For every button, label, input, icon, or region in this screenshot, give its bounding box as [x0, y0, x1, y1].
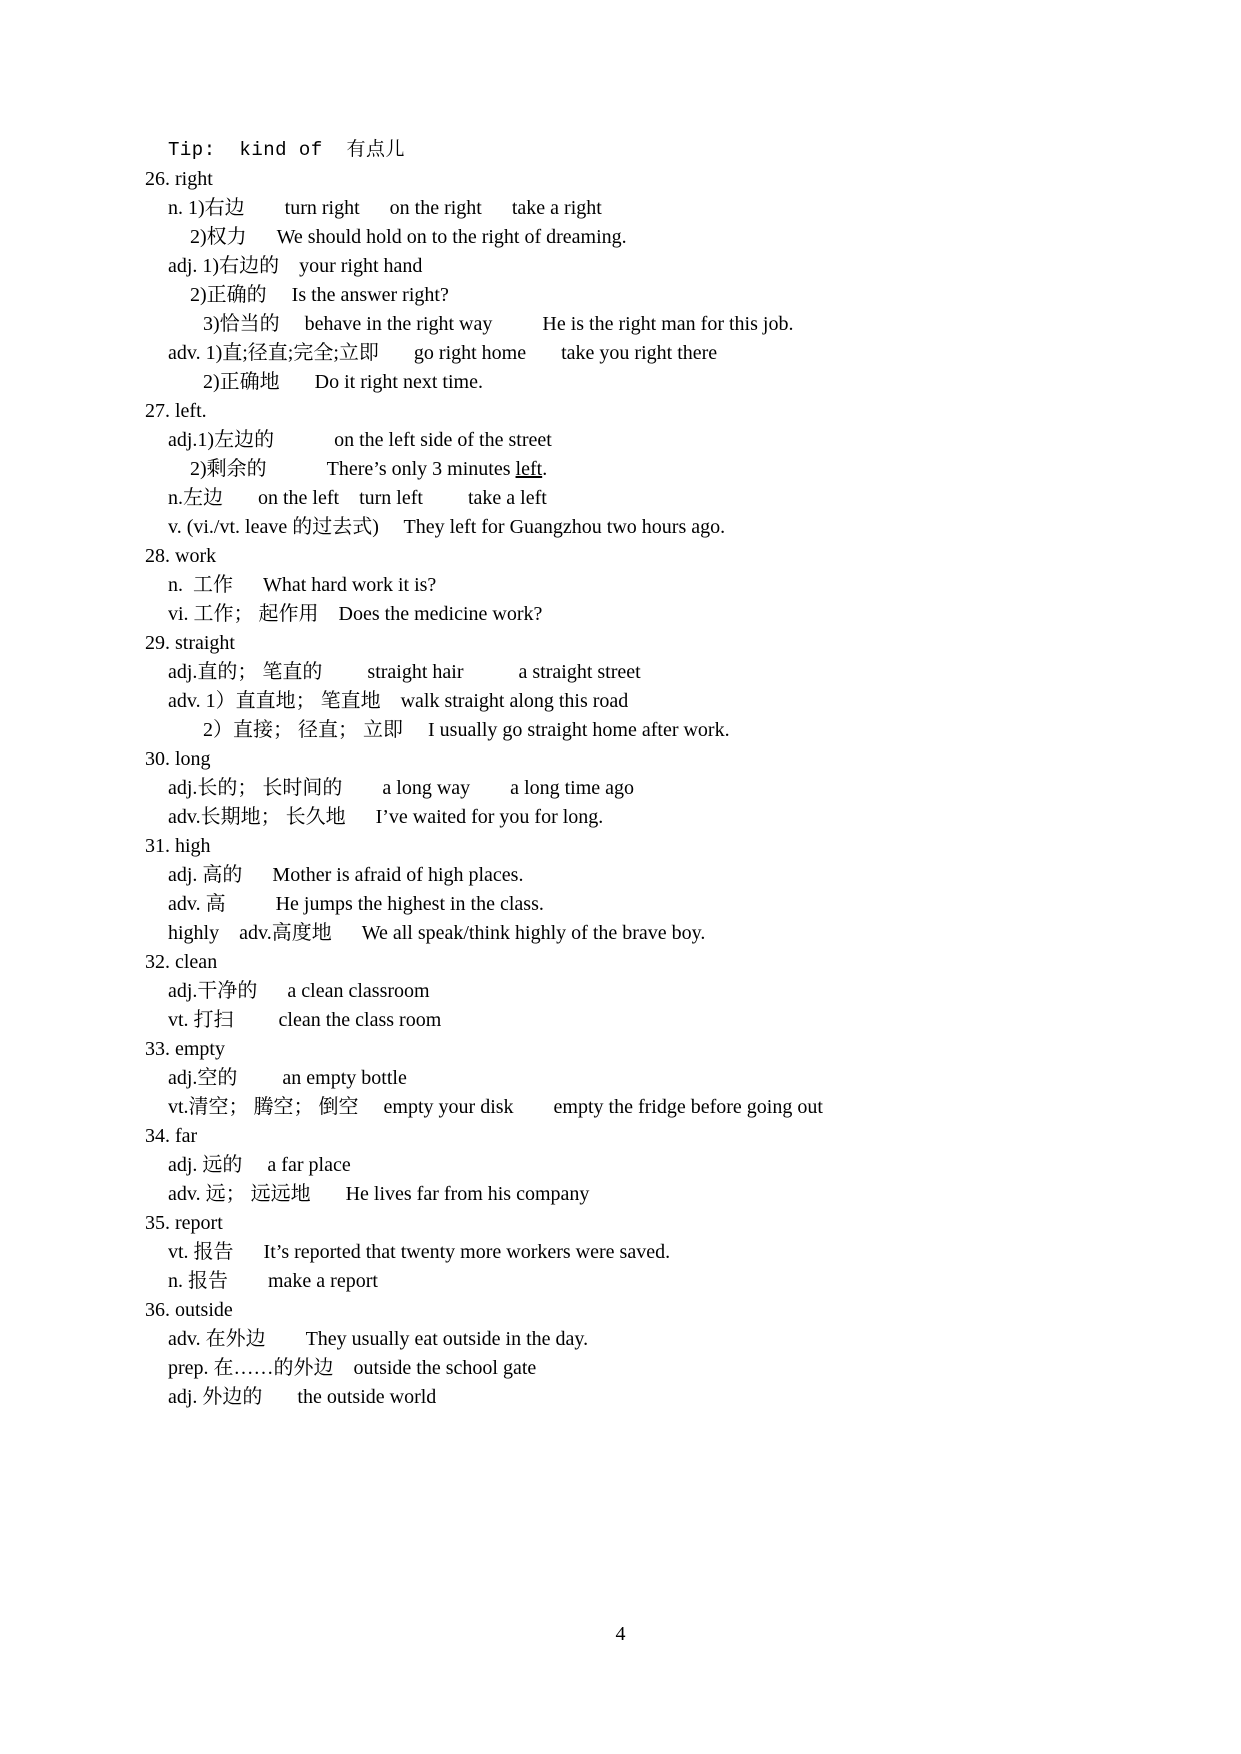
text-segment: 3)恰当的 behave in the right way He is the right man for this job.: [203, 313, 794, 335]
vocab-line: [0, 1006, 1241, 1035]
text-segment: vt. 报告 It’s reported that twenty more workers were saved.: [168, 1241, 671, 1263]
text-segment: 2)剩余的 There’s only 3 minutes: [190, 458, 516, 480]
text-segment: n. 工作 What hard work it is?: [168, 574, 437, 596]
vocab-entry-heading: [0, 629, 1241, 658]
vocab-line: [0, 1383, 1241, 1412]
text-segment: vt.清空； 腾空； 倒空 empty your disk empty the fridge before going out: [168, 1096, 823, 1118]
vocab-line: [0, 310, 1241, 339]
text-segment: .: [542, 458, 548, 480]
text-segment: 36. outside: [145, 1299, 233, 1321]
vocab-line: [0, 803, 1241, 832]
vocab-entry-heading: [0, 542, 1241, 571]
tip-line: [0, 136, 1241, 165]
text-segment: adj. 1)右边的 your right hand: [168, 255, 423, 277]
vocab-line: [0, 890, 1241, 919]
text-segment: vi. 工作； 起作用 Does the medicine work?: [168, 603, 543, 625]
text-segment: adv. 远； 远远地 He lives far from his company: [168, 1183, 590, 1205]
vocab-entry-heading: [0, 948, 1241, 977]
text-segment: vt. 打扫 clean the class room: [168, 1009, 442, 1031]
vocab-line: [0, 1151, 1241, 1180]
vocab-line: [0, 977, 1241, 1006]
vocab-line: [0, 252, 1241, 281]
text-segment: 2)权力 We should hold on to the right of dreaming.: [190, 226, 627, 248]
text-segment: adv. 1)直;径直;完全;立即 go right home take you right there: [168, 342, 718, 364]
vocab-entry-heading: [0, 1122, 1241, 1151]
vocab-line: [0, 1267, 1241, 1296]
text-segment: n. 1)右边 turn right on the right take a right: [168, 197, 602, 219]
text-segment: 32. clean: [145, 951, 218, 973]
text-segment: 2)正确的 Is the answer right?: [190, 284, 449, 306]
text-segment: 27. left.: [145, 400, 207, 422]
vocab-entry-heading: [0, 745, 1241, 774]
vocab-line: [0, 774, 1241, 803]
vocab-line: [0, 1180, 1241, 1209]
vocab-entry-heading: [0, 832, 1241, 861]
vocab-line: [0, 1238, 1241, 1267]
vocab-entry-heading: [0, 397, 1241, 426]
text-segment: prep. 在……的外边 outside the school gate: [168, 1357, 537, 1379]
text-segment: 33. empty: [145, 1038, 225, 1060]
vocab-line: [0, 658, 1241, 687]
page-number: 4: [615, 1623, 626, 1645]
vocab-line: [0, 368, 1241, 397]
vocab-line: [0, 571, 1241, 600]
text-segment: 35. report: [145, 1212, 223, 1234]
vocab-line: [0, 513, 1241, 542]
text-segment: 28. work: [145, 545, 217, 567]
vocab-line: [0, 861, 1241, 890]
text-segment: v. (vi./vt. leave 的过去式) They left for Guangzhou two hours ago.: [168, 516, 726, 538]
vocab-line: [0, 1093, 1241, 1122]
text-segment: 2)正确地 Do it right next time.: [203, 371, 483, 393]
text-segment: adj.直的； 笔直的 straight hair a straight street: [168, 661, 641, 683]
vocab-line: [0, 1064, 1241, 1093]
vocab-entry-heading: [0, 165, 1241, 194]
vocab-line: [0, 426, 1241, 455]
vocab-line: [0, 281, 1241, 310]
vocab-line: [0, 600, 1241, 629]
vocab-line: [0, 339, 1241, 368]
text-segment: adj. 外边的 the outside world: [168, 1386, 437, 1408]
text-segment: adj.干净的 a clean classroom: [168, 980, 430, 1002]
underlined-word: left: [515, 458, 543, 480]
text-segment: adj.1)左边的 on the left side of the street: [168, 429, 552, 451]
vocab-line: [0, 194, 1241, 223]
document-lines: [0, 136, 1241, 1412]
text-segment: adj. 高的 Mother is afraid of high places.: [168, 864, 524, 886]
text-segment: 26. right: [145, 168, 213, 190]
vocab-line: [0, 687, 1241, 716]
vocab-line: [0, 919, 1241, 948]
vocab-line: [0, 484, 1241, 513]
text-segment: adv.长期地； 长久地 I’ve waited for you for long.: [168, 806, 604, 828]
text-segment: 30. long: [145, 748, 211, 770]
vocab-line: [0, 223, 1241, 252]
text-segment: adv. 在外边 They usually eat outside in the day.: [168, 1328, 589, 1350]
vocab-entry-heading: [0, 1209, 1241, 1238]
text-segment: 2）直接； 径直； 立即 I usually go straight home after work.: [203, 719, 730, 741]
vocab-entry-heading: [0, 1035, 1241, 1064]
text-segment: n. 报告 make a report: [168, 1270, 378, 1292]
vocab-line: [0, 455, 1241, 484]
vocab-line: [0, 716, 1241, 745]
text-segment: adv. 高 He jumps the highest in the class.: [168, 893, 544, 915]
text-segment: Tip: kind of 有点儿: [168, 139, 406, 161]
text-segment: 29. straight: [145, 632, 235, 654]
vocab-entry-heading: [0, 1296, 1241, 1325]
text-segment: adj.空的 an empty bottle: [168, 1067, 407, 1089]
vocab-line: [0, 1325, 1241, 1354]
text-segment: 34. far: [145, 1125, 198, 1147]
vocab-line: [0, 1354, 1241, 1383]
text-segment: highly adv.高度地 We all speak/think highly of the brave boy.: [168, 922, 706, 944]
text-segment: adj. 远的 a far place: [168, 1154, 351, 1176]
text-segment: 31. high: [145, 835, 211, 857]
text-segment: n.左边 on the left turn left take a left: [168, 487, 547, 509]
text-segment: adv. 1）直直地； 笔直地 walk straight along this road: [168, 690, 629, 712]
text-segment: adj.长的； 长时间的 a long way a long time ago: [168, 777, 635, 799]
